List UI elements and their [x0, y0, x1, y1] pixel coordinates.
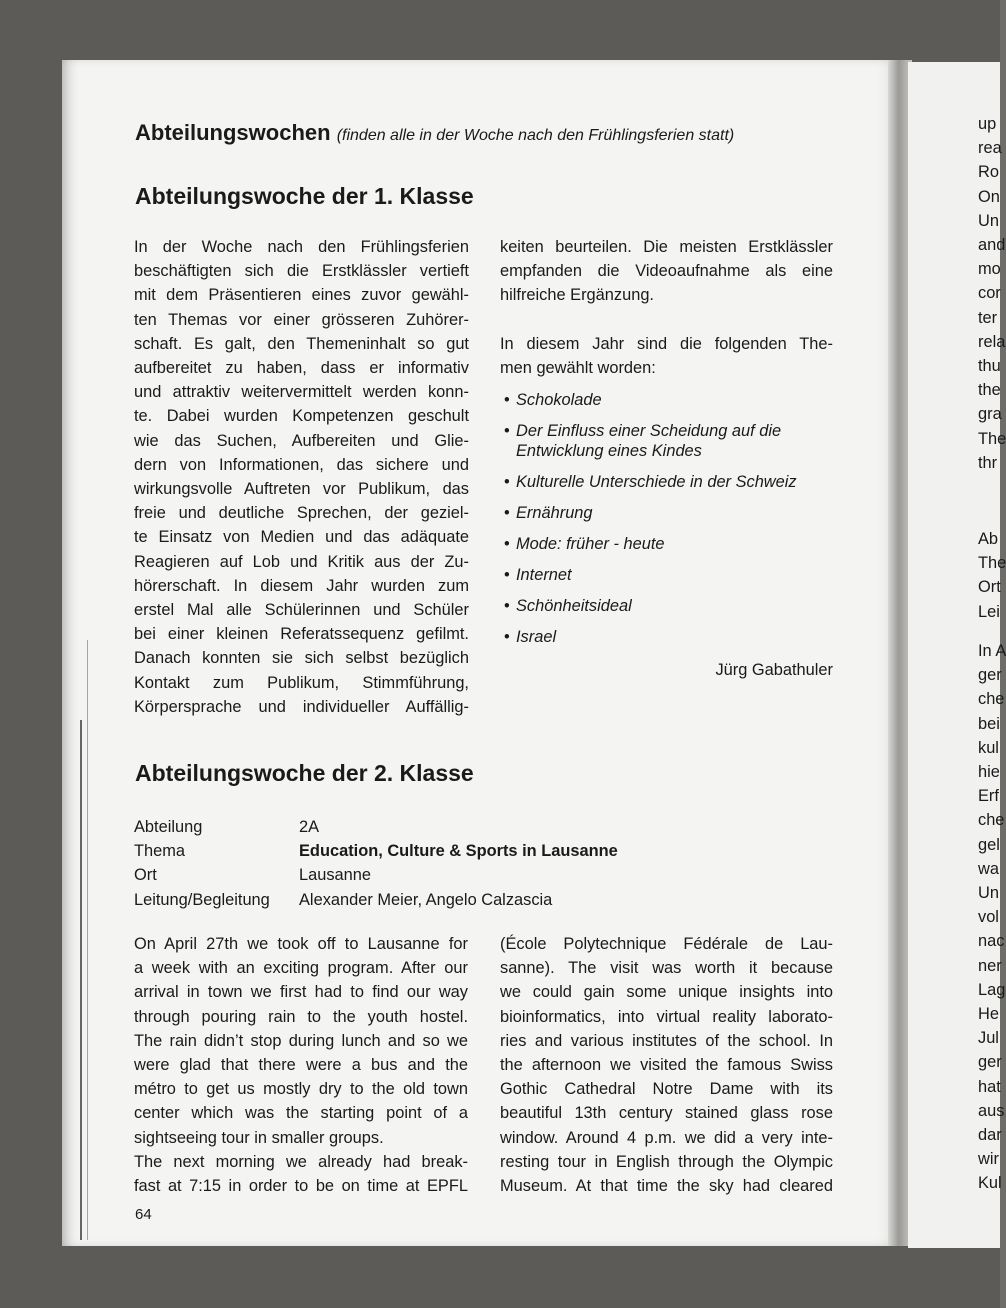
topics-list: [500, 390, 833, 647]
topic-text: Israel: [516, 628, 557, 647]
text-line: dern von Informationen, das sichere und: [134, 455, 469, 474]
right-page-fragment: hie: [978, 763, 1000, 781]
right-page-fragment: Lei: [978, 602, 1000, 621]
topic-item: [500, 503, 833, 523]
binding-edge-shadow: [87, 640, 88, 1240]
right-page-fragment: up: [978, 115, 997, 133]
right-page-fragment: He: [978, 1005, 999, 1023]
right-page: [908, 62, 1006, 1248]
right-page-fragment: Lag: [978, 980, 1006, 999]
section1-topics-intro: [500, 332, 833, 380]
section2-heading: Abteilungswoche der 2. Klasse: [135, 760, 474, 786]
text-line: ten Themas vor einer grösseren Zuhörer-: [134, 310, 469, 329]
right-page-fragment: On: [978, 187, 1000, 206]
topic-text: Schönheitsideal: [516, 597, 632, 616]
section1-heading: Abteilungswoche der 1. Klasse: [135, 183, 474, 209]
topic-item: [500, 565, 833, 585]
text-line: the afternoon we visited the famous Swiss: [500, 1056, 833, 1075]
info-label: Abteilung: [134, 818, 203, 836]
text-line: wirkungsvolle Auftreten vor Publikum, das: [134, 480, 469, 499]
section2-info-table: [134, 815, 618, 912]
info-value: Education, Culture & Sports in Lausanne: [299, 842, 618, 861]
text-line: Körpersprache und individueller Auffällig-: [134, 697, 469, 716]
right-page-fragment: nac: [978, 932, 1005, 951]
right-page-fragment: The: [978, 429, 1006, 448]
text-line: through pouring rain to the youth hostel.: [134, 1007, 468, 1026]
right-page-fragment: cor: [978, 284, 1001, 303]
right-page-fragment: hat: [978, 1077, 1001, 1096]
section1-paragraph: [134, 235, 469, 719]
right-page-fragment: dar: [978, 1126, 1002, 1144]
section1-paragraph-continued: [500, 235, 833, 308]
right-page-fragment: wa: [978, 859, 999, 878]
right-page-fragment: bei: [978, 714, 1000, 733]
info-row: [134, 815, 618, 839]
text-line: a week with an exciting program. After our: [134, 959, 468, 978]
right-page-fragment: vol: [978, 908, 999, 927]
right-page-fragment: The: [978, 554, 1006, 573]
info-label: Ort: [134, 866, 157, 885]
text-line: empfanden die Videoaufnahme als eine: [500, 262, 833, 281]
text-line: te Einsatz von Medien und das adäquate: [134, 528, 469, 547]
right-page-fragment: ner: [978, 956, 1002, 975]
page-title: [135, 120, 734, 146]
info-row: [134, 839, 618, 863]
text-line: hörerschaft. In diesem Jahr wurden zum: [134, 576, 469, 595]
right-page-fragment: wir: [978, 1150, 999, 1169]
right-page-fragment: thu: [978, 357, 1001, 375]
text-line: erstel Mal alle Schülerinnen und Schüler: [134, 601, 469, 620]
text-line: bei einer kleinen Referatssequenz gefilmt.: [134, 625, 469, 644]
section2-column1: [134, 932, 468, 1198]
right-page-fragment: Ort: [978, 578, 1001, 597]
topic-item: [500, 534, 833, 554]
right-page-fragment: rela: [978, 332, 1006, 351]
text-line: bioinformatics, into virtual reality laborato-: [500, 1007, 833, 1026]
right-page-fragment: kul: [978, 738, 999, 757]
right-page-fragment: aus: [978, 1101, 1005, 1120]
text-line: were glad that there were a bus and the: [134, 1056, 468, 1075]
topic-text: Schokolade: [516, 391, 602, 410]
text-line: Kontakt zum Publikum, Stimmführung,: [134, 673, 469, 692]
text-line: In diesem Jahr sind die folgenden The-: [500, 334, 833, 353]
text-line: wie das Suchen, Aufbereiten und Glie-: [134, 431, 469, 450]
text-line: métro to get us mostly dry to the old town: [134, 1080, 468, 1099]
topic-item: [500, 472, 833, 492]
bullet-icon: •: [504, 422, 510, 441]
right-page-fragment: Erf: [978, 787, 999, 806]
info-value: Lausanne: [299, 866, 372, 885]
right-page-fragment: Kul: [978, 1174, 1002, 1193]
bullet-icon: •: [504, 504, 510, 523]
info-row: [134, 888, 618, 912]
text-line: ries and various institutes of the school. In: [500, 1031, 833, 1050]
topic-text: Mode: früher - heute: [516, 535, 665, 554]
text-line: Museum. At that time the sky had cleared: [500, 1177, 833, 1196]
info-value: 2A: [299, 818, 320, 836]
text-line: we could gain some unique insights into: [500, 983, 833, 1002]
right-page-fragment: ger: [978, 1053, 1002, 1072]
text-line: schaft. Es galt, den Themeninhalt so gut: [134, 334, 469, 353]
info-row: [134, 863, 618, 887]
text-line: window. Around 4 p.m. we did a very inte-: [500, 1128, 833, 1147]
text-line: (École Polytechnique Fédérale de Lau-: [500, 935, 833, 953]
section1-column1: [134, 235, 469, 719]
text-line: sanne). The visit was worth it because: [500, 959, 833, 978]
text-line: und attraktiv weitervermittelt werden konn-: [134, 383, 469, 402]
section2-paragraph-continued: [500, 932, 833, 1198]
text-line: mit dem Präsentieren eines zuvor gewähl-: [134, 286, 469, 305]
text-line: On April 27th we took off to Lausanne for: [134, 935, 468, 953]
binding-edge: [80, 720, 82, 1240]
right-page-fragment: che: [978, 690, 1005, 709]
bullet-icon: •: [504, 535, 510, 554]
text-line: beautiful 13th century stained glass rose: [500, 1104, 833, 1123]
topic-text: Der Einfluss einer Scheidung auf die Entwicklung eines Kindes: [516, 422, 782, 461]
section1-column2: [500, 235, 833, 682]
bullet-icon: •: [504, 391, 510, 410]
right-page-fragment: Jul: [978, 1029, 999, 1048]
text-line: The next morning we already had break-: [134, 1152, 468, 1171]
author-signature: Jürg Gabathuler: [715, 661, 833, 680]
right-page-fragment: gra: [978, 405, 1002, 424]
text-line: Gothic Cathedral Notre Dame with its: [500, 1080, 833, 1099]
right-page-fragment: Un: [978, 211, 999, 230]
text-line: Danach konnten sie sich selbst bezüglich: [134, 649, 469, 668]
topic-text: Ernährung: [516, 504, 593, 523]
text-line: fast at 7:15 in order to be on time at EPFL: [134, 1177, 468, 1196]
right-page-fragment: ger: [978, 666, 1002, 685]
right-page-fragment: che: [978, 811, 1005, 830]
topic-text: Internet: [516, 566, 572, 585]
bullet-icon: •: [504, 597, 510, 616]
text-line: center which was the starting point of a: [134, 1104, 468, 1123]
text-line: The rain didn’t stop during lunch and so we: [134, 1031, 468, 1050]
bullet-icon: •: [504, 566, 510, 585]
right-page-fragment: Un: [978, 884, 999, 902]
page-title-text: Abteilungswochen: [135, 120, 331, 145]
text-line: hilfreiche Ergänzung.: [500, 286, 654, 305]
right-page-fragment: the: [978, 381, 1001, 400]
right-page-fragment: Ab: [978, 530, 999, 548]
text-line: arrival in town we first had to find our way: [134, 983, 468, 1002]
text-line: keiten beurteilen. Die meisten Erstklässler: [500, 238, 833, 256]
text-line: freie und deutliche Sprechen, der geziel-: [134, 504, 469, 523]
right-page-fragment: ter: [978, 308, 998, 327]
section2-paragraph2: [134, 1150, 468, 1198]
text-line: In der Woche nach den Frühlingsferien: [134, 238, 469, 256]
right-page-fragment: gel: [978, 835, 1000, 854]
text-line: aufbereitet zu haben, dass er informativ: [134, 359, 469, 378]
info-label: Thema: [134, 842, 186, 861]
text-line: sightseeing tour in smaller groups.: [134, 1128, 384, 1147]
topic-item: [500, 421, 833, 461]
text-line: te. Dabei wurden Kompetenzen geschult: [134, 407, 469, 426]
info-value: Alexander Meier, Angelo Calzascia: [299, 890, 553, 909]
right-page-fragment: rea: [978, 139, 1002, 158]
text-line: resting tour in English through the Olympic: [500, 1152, 833, 1171]
right-page-fragment: In A: [978, 642, 1006, 660]
bullet-icon: •: [504, 473, 510, 492]
text-line: men gewählt worden:: [500, 358, 656, 377]
topic-text: Kulturelle Unterschiede in der Schweiz: [516, 473, 797, 492]
page-title-note: (finden alle in der Woche nach den Frühlingsferien statt): [336, 127, 735, 144]
section2-paragraph1: [134, 932, 468, 1150]
section2-column2: [500, 932, 833, 1198]
right-page-fragment: and: [978, 236, 1006, 254]
info-label: Leitung/Begleitung: [134, 890, 270, 909]
bullet-icon: •: [504, 628, 510, 647]
text-line: Reagieren auf Lob und Kritik aus der Zu-: [134, 552, 469, 571]
topic-item: [500, 596, 833, 616]
text-line: beschäftigten sich die Erstklässler vertieft: [134, 262, 469, 281]
right-page-fragment: mo: [978, 260, 1001, 279]
topic-item: [500, 627, 833, 647]
right-page-fragment: Ro: [978, 163, 999, 182]
right-page-fragment: thr: [978, 453, 998, 472]
page-number: 64: [135, 1206, 152, 1223]
topic-item: [500, 390, 833, 410]
